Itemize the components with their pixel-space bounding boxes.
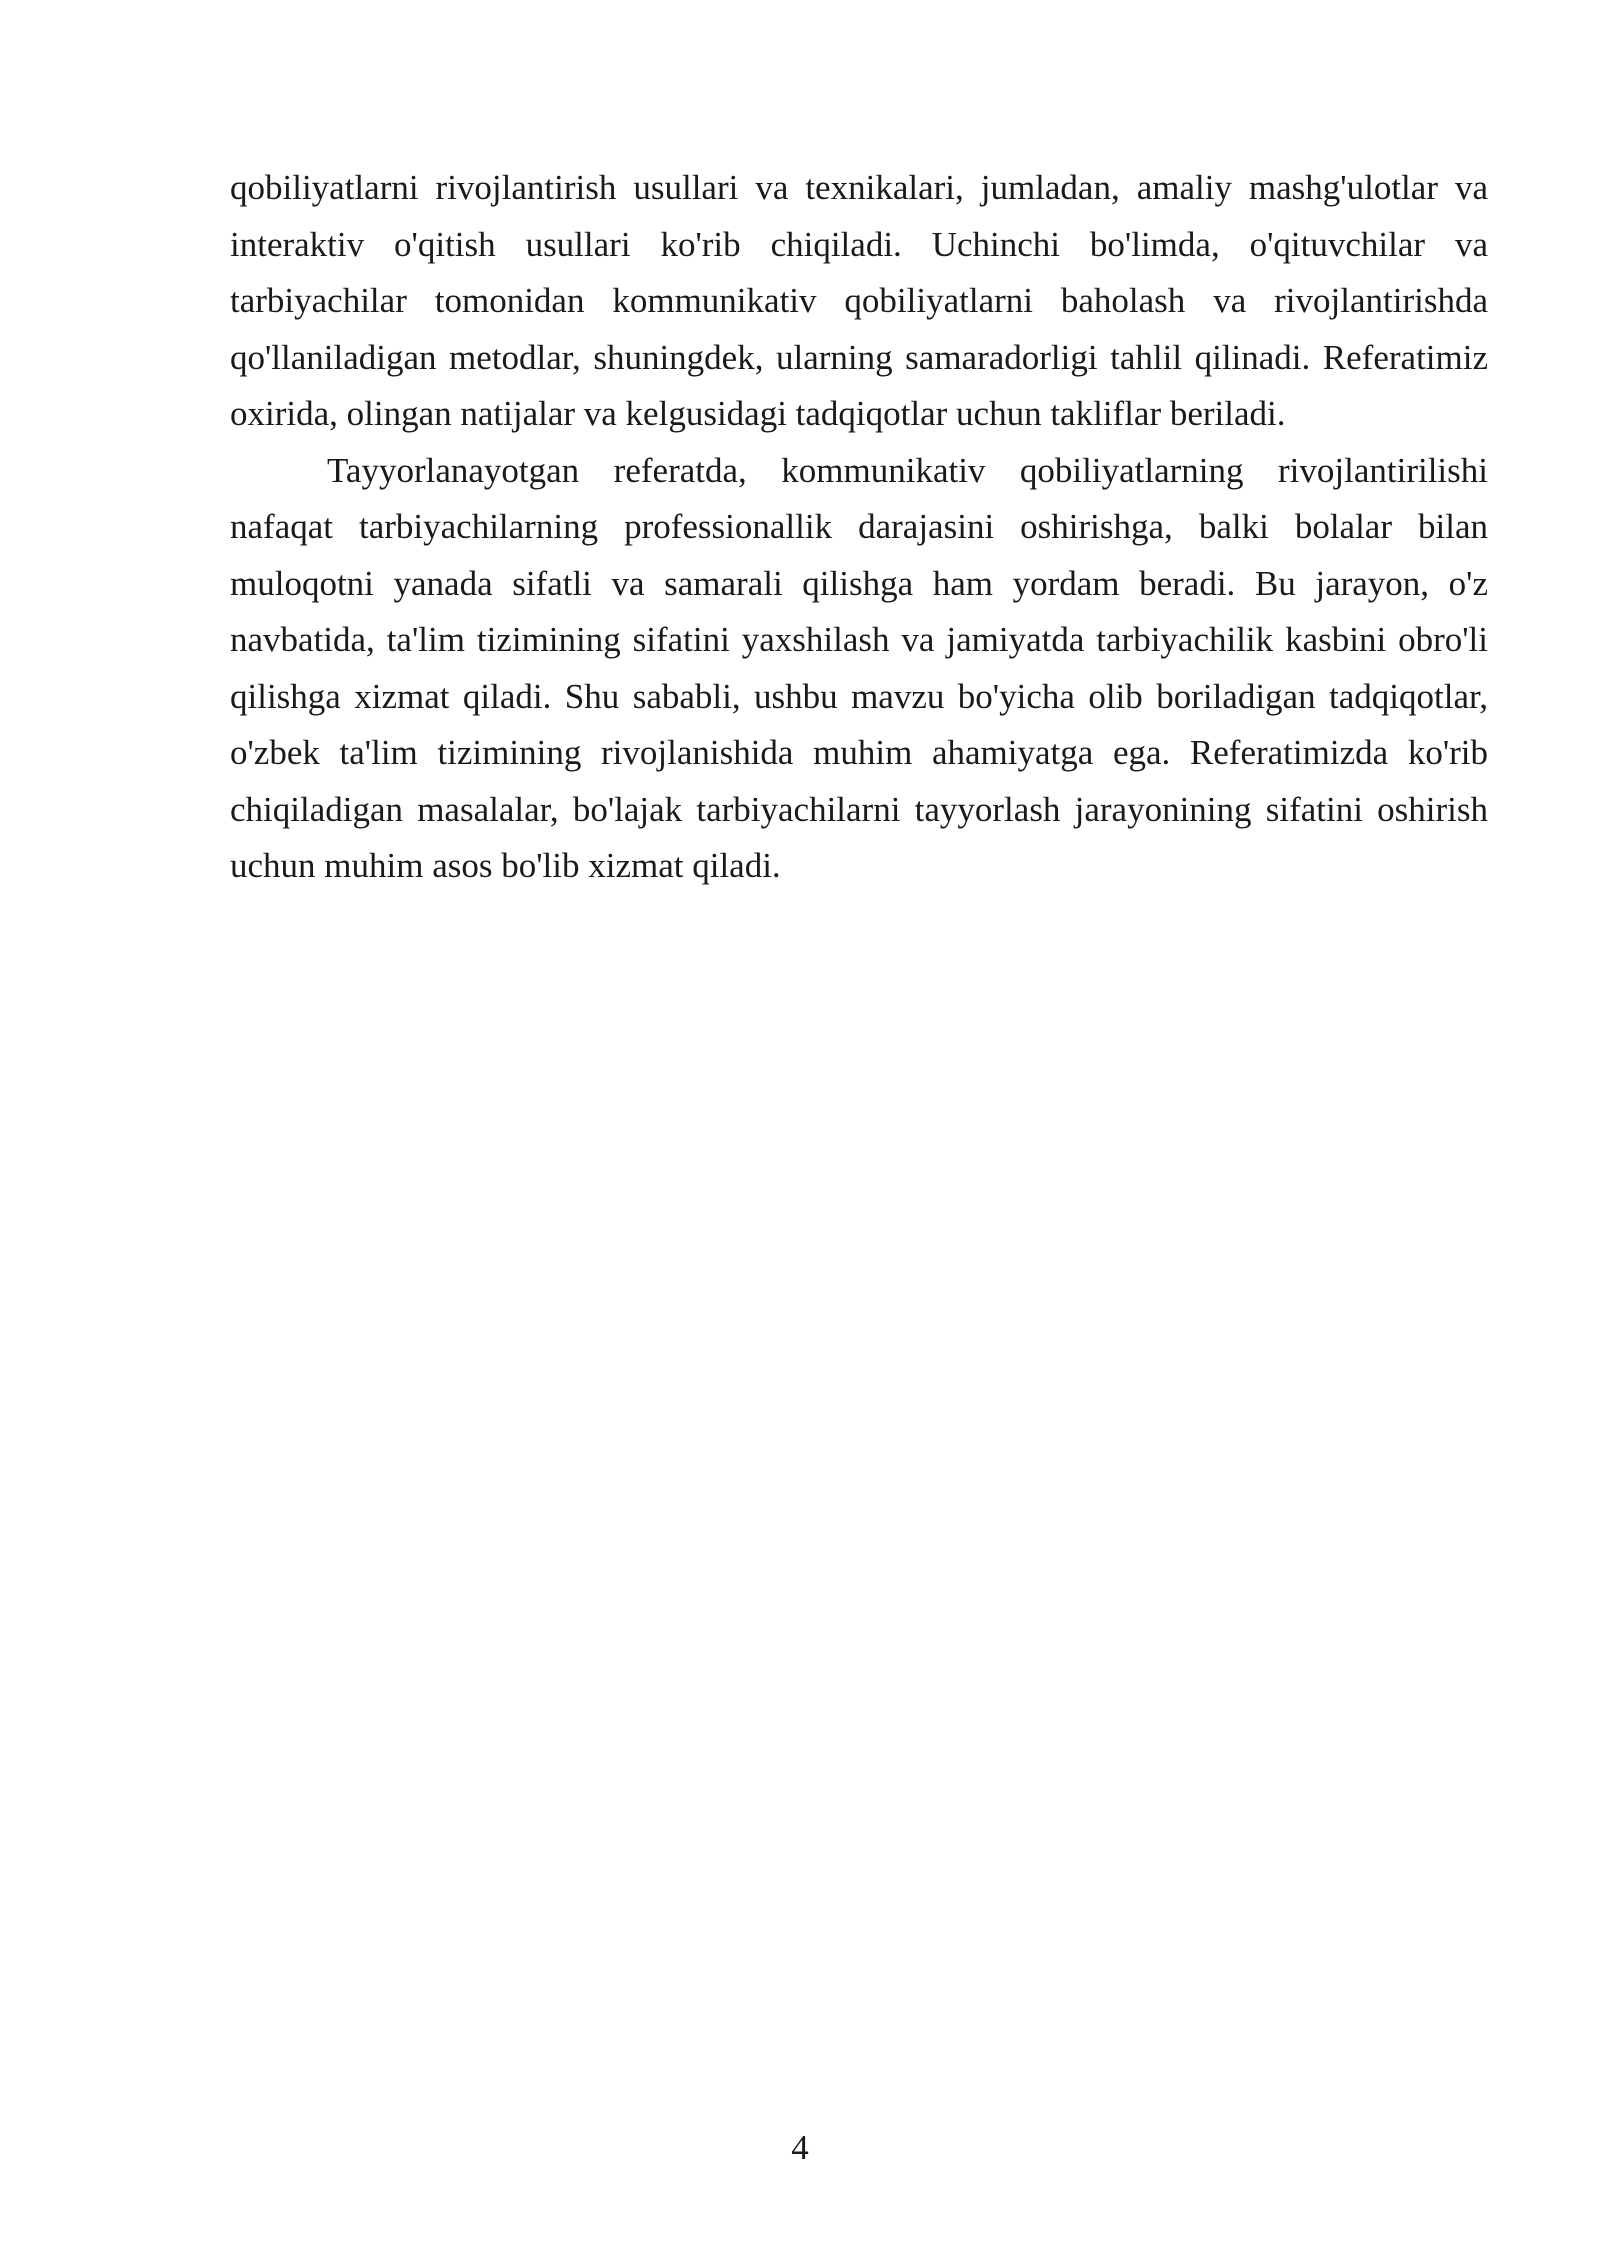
page-number: 4 — [791, 2128, 809, 2167]
paragraph: Tayyorlanayotgan referatda, kommunikativ qobiliyatlarning rivojlantirilishi nafaqat tarbiyachilarning professionallik darajasini oshirishga, balki bolalar bilan muloqotni yanada sifatli va samarali qilishga ham yordam beradi. Bu jarayon, o'z navbatida, ta'lim tizimining sifatini yaxshilash va jamiyatda tarbiyachilik kasbini obro'li qilishga xizmat qiladi. Shu sababli, ushbu mavzu bo'yicha olib boriladigan tadqiqotlar, o'zbek ta'lim tizimining rivojlanishida muhim ahamiyatga ega. Referatimizda ko'rib chiqiladigan masalalar, bo'lajak tarbiyachilarni tayyorlash jarayonining sifatini oshirish uchun muhim asos bo'lib xizmat qiladi. — [230, 450, 1488, 885]
paragraph-continuation: qobiliyatlarni rivojlantirish usullari va texnikalari, jumladan, amaliy mashg'ulotlar va interaktiv o'qitish usullari ko'rib chiqiladi. Uchinchi bo'limda, o'qituvchilar va tarbiyachilar tomonidan kommunikativ qobiliyatlarni baholash va rivojlantirishda qo'llaniladigan metodlar, shuningdek, ularning samaradorligi tahlil qilinadi. Referatimiz oxirida, olingan natijalar va kelgusidagi tadqiqotlar uchun takliflar beriladi. — [230, 168, 1488, 433]
body-text — [230, 160, 1488, 895]
